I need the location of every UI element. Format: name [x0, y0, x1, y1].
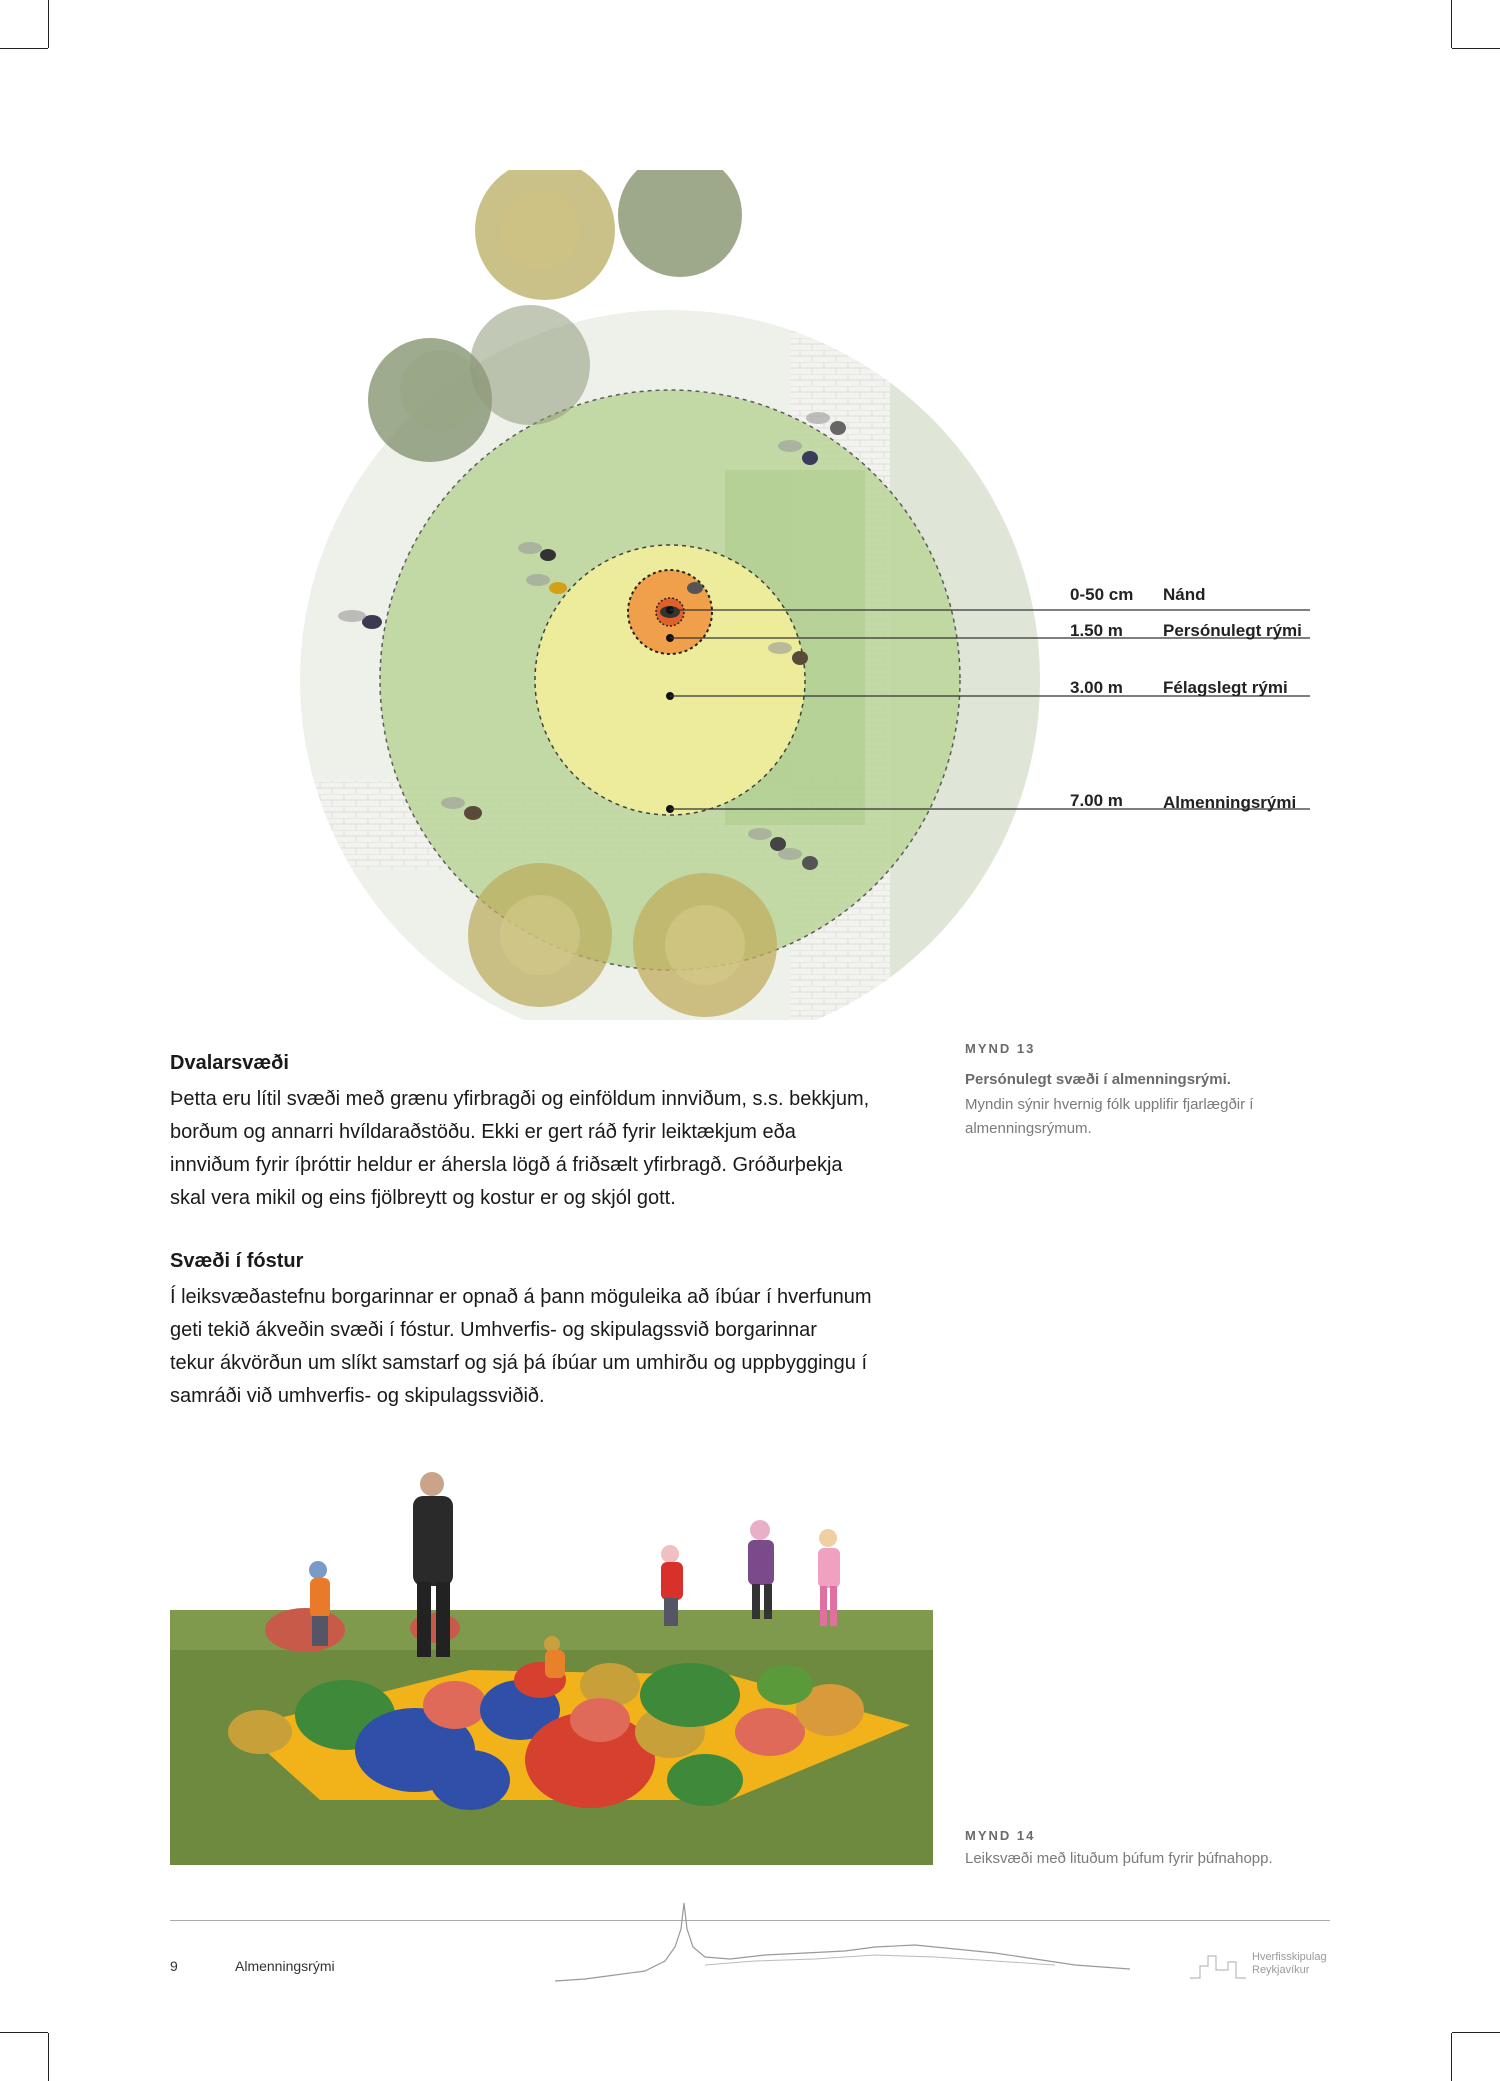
tree — [475, 170, 615, 300]
tree — [633, 873, 777, 1017]
svg-text:Félagslegt rými: Félagslegt rými — [1163, 678, 1288, 697]
svg-text:Persónulegt rými: Persónulegt rými — [1163, 621, 1302, 640]
logo-icon — [1188, 1948, 1248, 1984]
section-title-svaedi-i-fostur: Svæði í fóstur — [170, 1250, 304, 1272]
crop-mark — [1451, 2033, 1452, 2081]
page-number: 9 — [170, 1958, 178, 1974]
body-line: Í leiksvæðastefnu borgarinnar er opnað á þann möguleika að íbúar í hverfunum — [170, 1286, 872, 1308]
mound — [735, 1708, 805, 1756]
proxemics-diagram — [290, 170, 1350, 1020]
mound — [228, 1710, 292, 1754]
svg-text:7.00 m: 7.00 m — [1070, 791, 1123, 810]
caption-line: almenningsrýmum. — [965, 1120, 1092, 1137]
section-body-dvalarsvaedi — [170, 1083, 960, 1215]
skyline-drawing — [555, 1895, 1130, 1985]
crop-mark — [0, 48, 48, 49]
mound — [430, 1750, 510, 1810]
logo-text — [1252, 1951, 1327, 1977]
figure-13-text — [965, 1093, 1325, 1141]
logo-line: Hverfisskipulag — [1252, 1951, 1327, 1963]
figure-14-text: Leiksvæði með lituðum þúfum fyrir þúfnahopp. — [965, 1850, 1273, 1867]
mound — [570, 1698, 630, 1742]
mound — [265, 1608, 345, 1652]
svg-text:1.50 m: 1.50 m — [1070, 621, 1123, 640]
tree — [618, 170, 742, 277]
body-line: samráði við umhverfis- og skipulagssviðið. — [170, 1385, 545, 1407]
svg-text:Nánd: Nánd — [1163, 585, 1206, 604]
body-line: skal vera mikil og eins fjölbreytt og kostur er og skjól gott. — [170, 1187, 676, 1209]
figure-14-label: MYND 14 — [965, 1828, 1036, 1843]
logo-line: Reykjavíkur — [1252, 1964, 1310, 1976]
figure-13-label: MYND 13 — [965, 1041, 1036, 1056]
tree — [470, 305, 590, 425]
mound — [423, 1681, 487, 1729]
section-body-svaedi-i-fostur — [170, 1281, 960, 1413]
body-line: innviðum fyrir íþróttir heldur er áhersla lögð á friðsælt yfirbragð. Gróðurþekja — [170, 1154, 843, 1176]
body-line: geti tekið ákveðin svæði í fóstur. Umhverfis- og skipulagssvið borgarinnar — [170, 1319, 817, 1341]
svg-text:Almenningsrými: Almenningsrými — [1163, 793, 1297, 812]
mound — [667, 1754, 743, 1806]
mound — [640, 1663, 740, 1727]
crop-mark — [48, 2033, 49, 2081]
mound — [757, 1665, 813, 1705]
crop-mark — [48, 0, 49, 48]
svg-text:3.00 m: 3.00 m — [1070, 678, 1123, 697]
section-title-dvalarsvaedi: Dvalarsvæði — [170, 1052, 289, 1074]
figure-13-title: Persónulegt svæði í almenningsrými. — [965, 1071, 1231, 1088]
crop-mark — [1451, 0, 1452, 48]
body-line: borðum og annarri hvíldaraðstöðu. Ekki er gert ráð fyrir leiktækjum eða — [170, 1121, 796, 1143]
tree — [468, 863, 612, 1007]
crop-mark — [1452, 48, 1500, 49]
crop-mark — [0, 2032, 48, 2033]
body-line: tekur ákvörðun um slíkt samstarf og sjá þá íbúar um umhirðu og uppbyggingu í — [170, 1352, 868, 1374]
crop-mark — [1452, 2032, 1500, 2033]
footer-section-name: Almenningsrými — [235, 1958, 335, 1974]
body-line: Þetta eru lítil svæði með grænu yfirbragði og einföldum innviðum, s.s. bekkjum, — [170, 1088, 870, 1110]
caption-line: Myndin sýnir hvernig fólk upplifir fjarlægðir í — [965, 1096, 1254, 1113]
svg-text:0-50 cm: 0-50 cm — [1070, 585, 1134, 604]
playground-photo — [170, 1470, 933, 1865]
